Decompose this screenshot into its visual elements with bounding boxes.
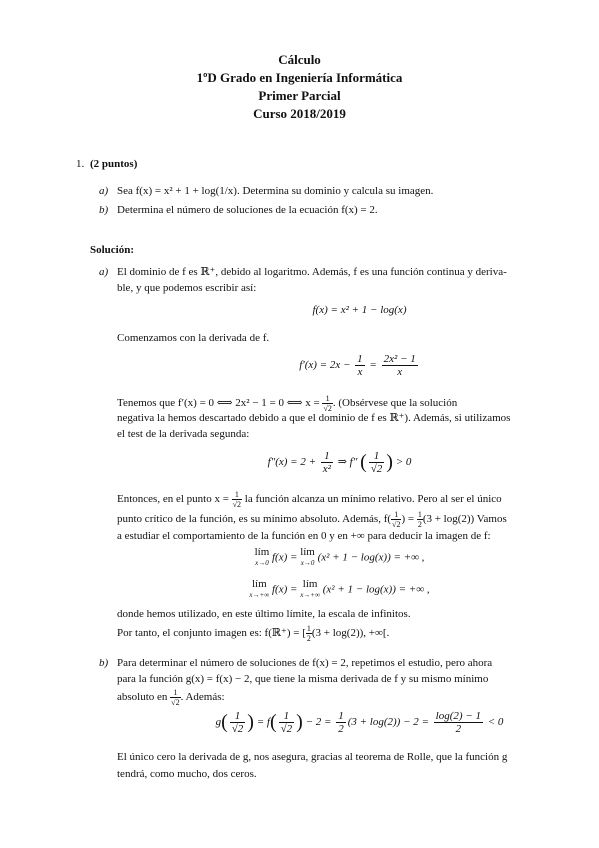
lim-word: lím: [254, 546, 270, 558]
left-paren: (: [221, 711, 228, 733]
numerator: 1: [391, 510, 401, 520]
equation-derivative: [0, 353, 599, 378]
lim-word: lím: [302, 578, 318, 590]
solution-a-line: a estudiar el comportamiento de la función en 0 y en +∞ para deducir la imagen de f:: [117, 530, 491, 542]
numerator: 1: [417, 510, 422, 519]
fraction: [355, 353, 365, 378]
lim-operator: [249, 579, 269, 601]
eq-mid: ⇒ f″: [337, 456, 358, 469]
denominator: √2: [370, 463, 383, 475]
denominator: √2: [232, 500, 242, 509]
course-title: Cálculo: [278, 52, 321, 67]
denominator: 2: [455, 723, 462, 735]
numerator: 1: [322, 394, 332, 404]
lim-subscript: x→0: [300, 559, 315, 567]
year-title: Curso 2018/2019: [253, 106, 346, 121]
solution-a-line: negativa la hemos descartado debido a que el dominio de f es ℝ⁺). Además, si utilizamos: [117, 412, 511, 424]
solution-b-line: Para determinar el número de soluciones de f(x) = 2, repetimos el estudio, pero ahora: [117, 657, 493, 669]
eq-rhs: (x² + 1 − log(x)) = +∞ ,: [322, 583, 430, 596]
denominator: x: [357, 366, 363, 378]
denominator: 2: [338, 723, 344, 735]
fraction: [369, 450, 385, 475]
lim-word: lím: [252, 578, 267, 590]
problem-points: (2 puntos): [90, 158, 138, 170]
solution-title: Solución:: [90, 244, 135, 256]
fraction: [230, 710, 246, 735]
equation-g-min: [0, 710, 599, 735]
eq-equals: =: [369, 359, 377, 372]
solution-a-line: [117, 490, 502, 509]
problem-a-marker: a): [99, 185, 109, 197]
right-paren: ): [296, 711, 303, 733]
eq-mid: = f: [256, 716, 270, 729]
numerator: 1: [230, 710, 246, 723]
eq-rhs: (x² + 1 − log(x)) = +∞ ,: [317, 551, 425, 564]
eq-rhs: > 0: [395, 456, 412, 469]
denominator: √2: [280, 723, 293, 735]
numerator: 1: [279, 710, 295, 723]
denominator: √2: [323, 404, 332, 413]
left-paren: (: [360, 451, 367, 473]
problem-b-marker: b): [99, 204, 109, 216]
text-run: Entonces, en el punto x =: [117, 493, 229, 506]
limit-at-infinity: [0, 579, 599, 601]
limit-at-zero: [0, 547, 599, 569]
denominator: x²: [322, 463, 331, 475]
eq-g: g: [215, 716, 222, 729]
numerator: 1: [321, 450, 333, 463]
text-run: . Además:: [180, 691, 225, 704]
left-paren: (: [269, 711, 277, 733]
text-run: . (Obsérvese que la solución: [332, 397, 458, 410]
numerator: 1: [232, 490, 242, 500]
problem-a-text: Sea f(x) = x² + 1 + log(1/x). Determina su dominio y calcula su imagen.: [117, 185, 434, 197]
lim-word: lím: [300, 546, 315, 558]
lim-operator: [255, 547, 270, 569]
eq-lhs: f′(x) = 2x −: [299, 359, 351, 372]
solution-a-line: donde hemos utilizado, en este último límite, la escala de infinitos.: [117, 608, 411, 620]
solution-b-marker: b): [99, 657, 109, 669]
problem-number: 1.: [76, 158, 85, 170]
fraction: [336, 710, 346, 735]
degree-title: 1ºD Grado en Ingeniería Informática: [196, 70, 403, 85]
numerator: 1: [170, 688, 180, 698]
denominator: 2: [306, 634, 311, 643]
text-run: la función alcanza un mínimo relativo. Pero al ser el único: [244, 493, 502, 506]
text-run: (3 + log(2)), +∞[.: [311, 627, 390, 640]
solution-a-line: [117, 624, 389, 643]
solution-a-line: ble, y que podemos escribir así:: [117, 282, 257, 294]
solution-b-line: tendrá, como mucho, dos ceros.: [117, 768, 257, 780]
small-fraction: [170, 688, 180, 707]
fraction: [434, 710, 483, 735]
lim-operator: [300, 547, 315, 569]
exam-title: Primer Parcial: [258, 88, 341, 103]
numerator: 1: [357, 353, 363, 365]
denominator: √2: [231, 723, 244, 735]
lim-subscript: x→+∞: [249, 591, 270, 599]
right-paren: ): [247, 711, 254, 733]
text-run: (3 + log(2)) Vamos: [422, 513, 507, 526]
numerator: 1: [338, 710, 344, 722]
numerator: 1: [369, 450, 385, 463]
solution-a-line: Comenzamos con la derivada de f.: [117, 332, 270, 344]
fraction: [382, 353, 418, 378]
denominator: √2: [171, 698, 180, 707]
denominator: √2: [392, 520, 401, 529]
text-run: absoluto en: [117, 691, 168, 704]
equation-second-derivative: [0, 450, 599, 475]
denominator: x: [397, 366, 403, 378]
text-run: ) =: [401, 513, 415, 526]
equation-f: f(x) = x² + 1 − log(x): [312, 304, 407, 316]
fraction: [321, 450, 333, 475]
text-run: Por tanto, el conjunto imagen es: f(ℝ⁺) = [: [117, 627, 306, 640]
denominator: 2: [417, 520, 422, 529]
small-fraction: [391, 510, 401, 529]
lim-subscript: x→0: [255, 559, 269, 567]
numerator: 1: [306, 624, 311, 633]
solution-a-line: el test de la derivada segunda:: [117, 428, 250, 440]
lim-operator: [300, 579, 320, 601]
text-run: Tenemos que f′(x) = 0 ⟺ 2x² − 1 = 0 ⟺ x =: [117, 397, 320, 410]
numerator: 2x² − 1: [383, 353, 416, 365]
solution-a-marker: a): [99, 266, 109, 278]
problem-b-text: Determina el número de soluciones de la ecuación f(x) = 2.: [117, 204, 378, 216]
solution-a-line: [117, 510, 507, 529]
right-paren: ): [386, 451, 393, 473]
eq-rhs: < 0: [487, 716, 504, 729]
solution-b-line: para la función g(x) = f(x) − 2, que tiene la misma derivada de f y su mismo mínimo: [117, 673, 489, 685]
eq-mid: − 2 =: [305, 716, 332, 729]
fraction: [279, 710, 295, 735]
lim-subscript: x→+∞: [300, 591, 321, 599]
solution-a-line: El dominio de f es ℝ⁺, debido al logaritmo. Además, f es una función continua y deriva-: [117, 266, 507, 278]
eq-lhs: f″(x) = 2 +: [267, 456, 317, 469]
eq-mid: f(x) =: [272, 551, 298, 564]
eq-mid: (3 + log(2)) − 2 =: [347, 716, 429, 729]
numerator: log(2) − 1: [435, 710, 481, 722]
text-run: punto crítico de la función, es su mínimo absoluto. Además, f(: [117, 513, 392, 526]
eq-mid: f(x) =: [272, 583, 298, 596]
small-fraction: [232, 490, 242, 509]
solution-b-line: El único cero la derivada de g, nos asegura, gracias al teorema de Rolle, que la función g: [117, 751, 508, 763]
solution-b-line: [117, 688, 225, 707]
